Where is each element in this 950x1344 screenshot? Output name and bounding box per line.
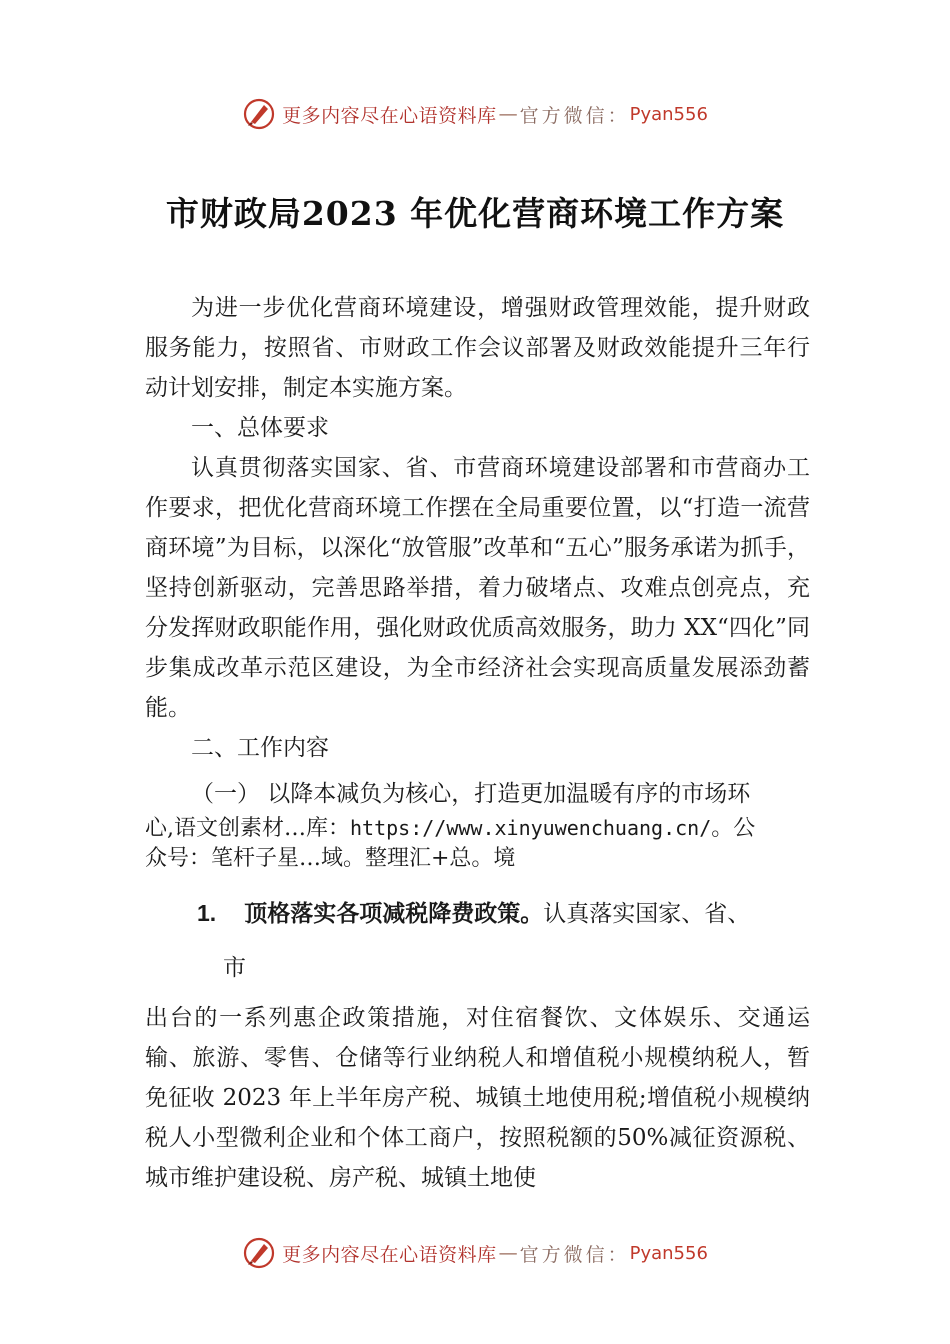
- section1-heading: 一、总体要求: [191, 415, 329, 441]
- section1-paragraph: 认真贯彻落实国家、省、市营商环境建设部署和市营商办工作要求，把优化营商环境工作摆在全局重要位置，以“打造一流营商环境”为目标，以深化“放管服”改革和“五心”服务承诺为抓手，坚持创新驱动，完善思路举措，着力破堵点、攻难点创亮点，充分发挥财政职能作用，强化财政优质高效服务，助力 XX“四化”同步集成改革示范区建设，为全市经济社会实现高质量发展添劲蓄能。: [145, 455, 810, 721]
- note-url: https://www.xinyuwenchuang.cn/: [350, 816, 712, 840]
- note-line1-end: 。公: [711, 816, 756, 841]
- inserted-note-line-1: [145, 812, 810, 845]
- section2-heading: 二、工作内容: [191, 735, 329, 761]
- document-body: [145, 288, 810, 1198]
- banner-wechat-label: 官方微信：: [519, 104, 630, 127]
- banner-wechat-id: Pyan556: [629, 103, 708, 125]
- item1-bold-title: 顶格落实各项减税降费政策。: [244, 901, 544, 927]
- item1-text-start: 认真落实国家、省、: [543, 901, 751, 927]
- banner-wechat-id: Pyan556: [629, 1242, 708, 1264]
- intro-paragraph: 为进一步优化营商环境建设，增强财政管理效能，提升财政服务能力，按照省、市财政工作会议部署及财政效能提升三年行动计划安排，制定本实施方案。: [145, 295, 810, 401]
- item1-continuation: 出台的一系列惠企政策措施，对住宿餐饮、文体娱乐、交通运输、旅游、零售、仓储等行业纳税人和增值税小规模纳税人，暂免征收 2023 年上半年房产税、城镇土地使用税;增值税小规模纳税人小型微利企业和个体工商户，按照税额的50%减征资源税、城市维护建设税、房产税、城镇土地使: [145, 1005, 810, 1191]
- banner-wechat-label: 官方微信：: [519, 1243, 630, 1266]
- banner-site-name: 更多内容尽在心语资料库: [282, 1243, 497, 1266]
- banner-separator: —: [498, 1242, 518, 1264]
- document-title: 市财政局2023 年优化营商环境工作方案: [165, 194, 785, 233]
- banner-separator: —: [498, 103, 518, 125]
- pen-nib-logo-icon: [242, 1236, 276, 1270]
- item1-number: 1.: [197, 900, 217, 926]
- watermark-banner-bottom: [0, 1233, 950, 1273]
- item1-heading: [145, 893, 810, 934]
- subsection1-heading: （一） 以降本减负为核心，打造更加温暖有序的市场环: [191, 781, 751, 807]
- banner-site-name: 更多内容尽在心语资料库: [282, 104, 497, 127]
- inserted-note-line-2: 众号：笔杆子星…域。整理汇+总。境: [145, 846, 516, 871]
- item1-orphan-char: 市: [223, 955, 246, 981]
- watermark-banner-top: [0, 94, 950, 134]
- pen-nib-logo-icon: [242, 97, 276, 131]
- note-label: 心,语文创素材…库：: [145, 816, 350, 841]
